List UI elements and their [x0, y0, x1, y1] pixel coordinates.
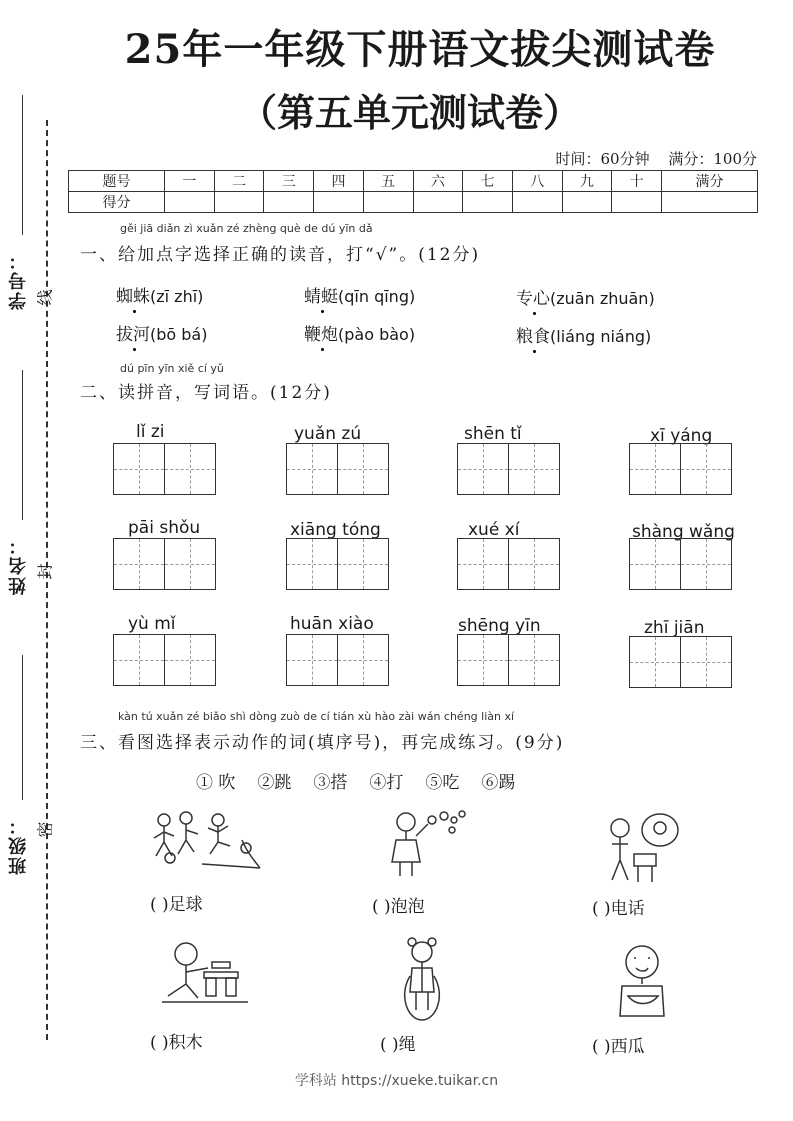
writing-cell[interactable]	[680, 443, 732, 495]
score-input-cell[interactable]	[413, 192, 463, 213]
table-cell: 四	[314, 171, 364, 192]
q2-word-pinyin: yù mǐ	[128, 614, 176, 634]
choice-item: ④打	[369, 773, 404, 793]
writing-cell[interactable]	[286, 634, 338, 686]
q1-word: 鞭炮	[304, 325, 338, 345]
writing-cell[interactable]	[629, 538, 681, 590]
q3-choice-list	[196, 768, 515, 793]
q3-heading: 三、看图选择表示动作的词(填序号)，再完成练习。(9分)	[80, 733, 565, 753]
soccer-kids-illustration	[142, 806, 272, 876]
q2-word-pinyin: shēng yīn	[458, 616, 541, 636]
q3-pinyin: kàn tú xuǎn zé biǎo shì dòng zuò de cí tián xù hào zài wán chéng liàn xí	[118, 710, 515, 723]
writing-grid[interactable]	[630, 538, 732, 590]
answer-blank[interactable]: ( )电话	[592, 899, 645, 919]
class-label: 班级：	[8, 815, 29, 875]
jumprope-girl-illustration	[388, 936, 458, 1022]
writing-grid[interactable]	[458, 634, 560, 686]
id-underline	[22, 95, 23, 235]
choice-item: ⑤吃	[425, 773, 460, 793]
q2-heading: 二、读拼音，写词语。(12分)	[80, 383, 332, 403]
q1-heading: 一、给加点字选择正确的读音，打“√”。(12分)	[80, 245, 481, 265]
q1-item[interactable]	[516, 284, 655, 309]
score-table-header-row	[69, 171, 758, 192]
table-cell: 七	[463, 171, 513, 192]
writing-cell[interactable]	[337, 538, 389, 590]
q1-word: 拔河	[116, 325, 150, 345]
table-cell: 题号	[69, 171, 165, 192]
q2-pinyin: dú pīn yīn xiě cí yǔ	[120, 362, 224, 375]
q1-word: 专心	[516, 289, 550, 309]
q2-word-pinyin: yuǎn zú	[294, 424, 362, 444]
writing-grid[interactable]	[114, 443, 216, 495]
writing-grid[interactable]	[287, 634, 389, 686]
writing-grid[interactable]	[630, 636, 732, 688]
writing-cell[interactable]	[113, 634, 165, 686]
writing-cell[interactable]	[508, 538, 560, 590]
writing-cell[interactable]	[286, 538, 338, 590]
writing-cell[interactable]	[164, 443, 216, 495]
writing-cell[interactable]	[164, 538, 216, 590]
watermelon-boy-illustration	[606, 940, 682, 1020]
exam-subtitle: （第五单元测试卷）	[238, 90, 581, 135]
writing-grid[interactable]	[630, 443, 732, 495]
q1-item[interactable]	[116, 282, 203, 307]
answer-blank[interactable]: ( )西瓜	[592, 1037, 645, 1057]
writing-cell[interactable]	[164, 634, 216, 686]
writing-grid[interactable]	[114, 634, 216, 686]
writing-cell[interactable]	[337, 443, 389, 495]
score-input-cell[interactable]	[562, 192, 612, 213]
answer-blank[interactable]: ( )泡泡	[372, 897, 425, 917]
seal-char-line: 线	[35, 289, 55, 306]
q1-options: (pào bào)	[338, 325, 416, 344]
writing-cell[interactable]	[680, 636, 732, 688]
table-cell: 得分	[69, 192, 165, 213]
writing-cell[interactable]	[508, 443, 560, 495]
writing-grid[interactable]	[458, 538, 560, 590]
footer-source: 学科站 https://xueke.tuikar.cn	[294, 1073, 499, 1089]
q1-pinyin: gěi jiā diǎn zì xuǎn zé zhèng què de dú yīn dǎ	[120, 222, 373, 235]
q1-item[interactable]	[304, 320, 415, 345]
answer-blank[interactable]: ( )积木	[150, 1033, 203, 1053]
score-table	[68, 170, 758, 213]
q2-word-pinyin: pāi shǒu	[128, 518, 201, 538]
exam-title: 25年一年级下册语文拔尖测试卷	[124, 26, 716, 73]
name-label: 姓名：	[8, 535, 29, 595]
exam-meta	[541, 148, 757, 169]
choice-item: ⑥踢	[481, 773, 516, 793]
q2-word-pinyin: lǐ zi	[136, 422, 165, 442]
score-input-cell[interactable]	[363, 192, 413, 213]
writing-grid[interactable]	[287, 538, 389, 590]
writing-cell[interactable]	[457, 443, 509, 495]
table-cell: 十	[612, 171, 662, 192]
q1-item[interactable]	[516, 322, 651, 347]
table-cell: 五	[363, 171, 413, 192]
student-id-label: 学号：	[8, 250, 29, 310]
q2-word-pinyin: shàng wǎng	[632, 522, 735, 542]
q1-options: (qīn qīng)	[338, 287, 416, 306]
score-input-cell[interactable]	[612, 192, 662, 213]
q2-word-pinyin: xī yáng	[650, 426, 713, 446]
table-cell: 满分	[661, 171, 757, 192]
writing-cell[interactable]	[113, 538, 165, 590]
time-limit: 时间：60分钟	[555, 150, 650, 168]
writing-cell[interactable]	[286, 443, 338, 495]
seal-char-secret: 密	[35, 821, 55, 838]
table-cell: 三	[264, 171, 314, 192]
score-input-cell[interactable]	[264, 192, 314, 213]
score-input-cell[interactable]	[463, 192, 513, 213]
writing-cell[interactable]	[457, 538, 509, 590]
choice-item: ① 吹	[196, 773, 236, 793]
q1-options: (bō bá)	[150, 325, 208, 344]
writing-grid[interactable]	[458, 443, 560, 495]
table-cell: 一	[165, 171, 215, 192]
score-input-cell[interactable]	[661, 192, 757, 213]
q2-word-pinyin: xué xí	[468, 520, 520, 540]
choice-item: ②跳	[257, 773, 292, 793]
writing-cell[interactable]	[113, 443, 165, 495]
q1-options: (zuān zhuān)	[550, 289, 655, 308]
q1-options: (zī zhī)	[150, 287, 204, 306]
q1-options: (liáng niáng)	[550, 327, 652, 346]
answer-blank[interactable]: ( )足球	[150, 895, 203, 915]
q2-word-pinyin: xiāng tóng	[290, 520, 381, 540]
q1-word: 蜘蛛	[116, 287, 150, 307]
writing-grid[interactable]	[114, 538, 216, 590]
class-underline	[22, 655, 23, 800]
score-input-cell[interactable]	[214, 192, 264, 213]
q2-word-pinyin: zhī jiān	[644, 618, 705, 638]
q1-item[interactable]	[116, 320, 207, 345]
phone-boy-illustration	[604, 810, 688, 884]
writing-grid[interactable]	[287, 443, 389, 495]
full-score: 满分：100分	[668, 150, 757, 168]
score-input-cell[interactable]	[512, 192, 562, 213]
writing-cell[interactable]	[508, 634, 560, 686]
writing-cell[interactable]	[680, 538, 732, 590]
writing-cell[interactable]	[337, 634, 389, 686]
writing-cell[interactable]	[629, 636, 681, 688]
q2-word-pinyin: huān xiào	[290, 614, 374, 634]
q1-word: 蜻蜓	[304, 287, 338, 307]
choice-item: ③搭	[313, 773, 348, 793]
q1-item[interactable]	[304, 282, 415, 307]
score-table-score-row	[69, 192, 758, 213]
table-cell: 二	[214, 171, 264, 192]
table-cell: 六	[413, 171, 463, 192]
name-underline	[22, 370, 23, 520]
table-cell: 八	[512, 171, 562, 192]
table-cell: 九	[562, 171, 612, 192]
score-input-cell[interactable]	[165, 192, 215, 213]
answer-blank[interactable]: ( )绳	[380, 1035, 416, 1055]
bubble-girl-illustration	[382, 806, 472, 880]
score-input-cell[interactable]	[314, 192, 364, 213]
writing-cell[interactable]	[629, 443, 681, 495]
seal-char-seal: 封	[35, 563, 55, 580]
blocks-boy-illustration	[158, 938, 258, 1008]
q2-word-pinyin: shēn tǐ	[464, 424, 522, 444]
binding-dash-line	[46, 120, 48, 1040]
writing-cell[interactable]	[457, 634, 509, 686]
q1-word: 粮食	[516, 327, 550, 347]
